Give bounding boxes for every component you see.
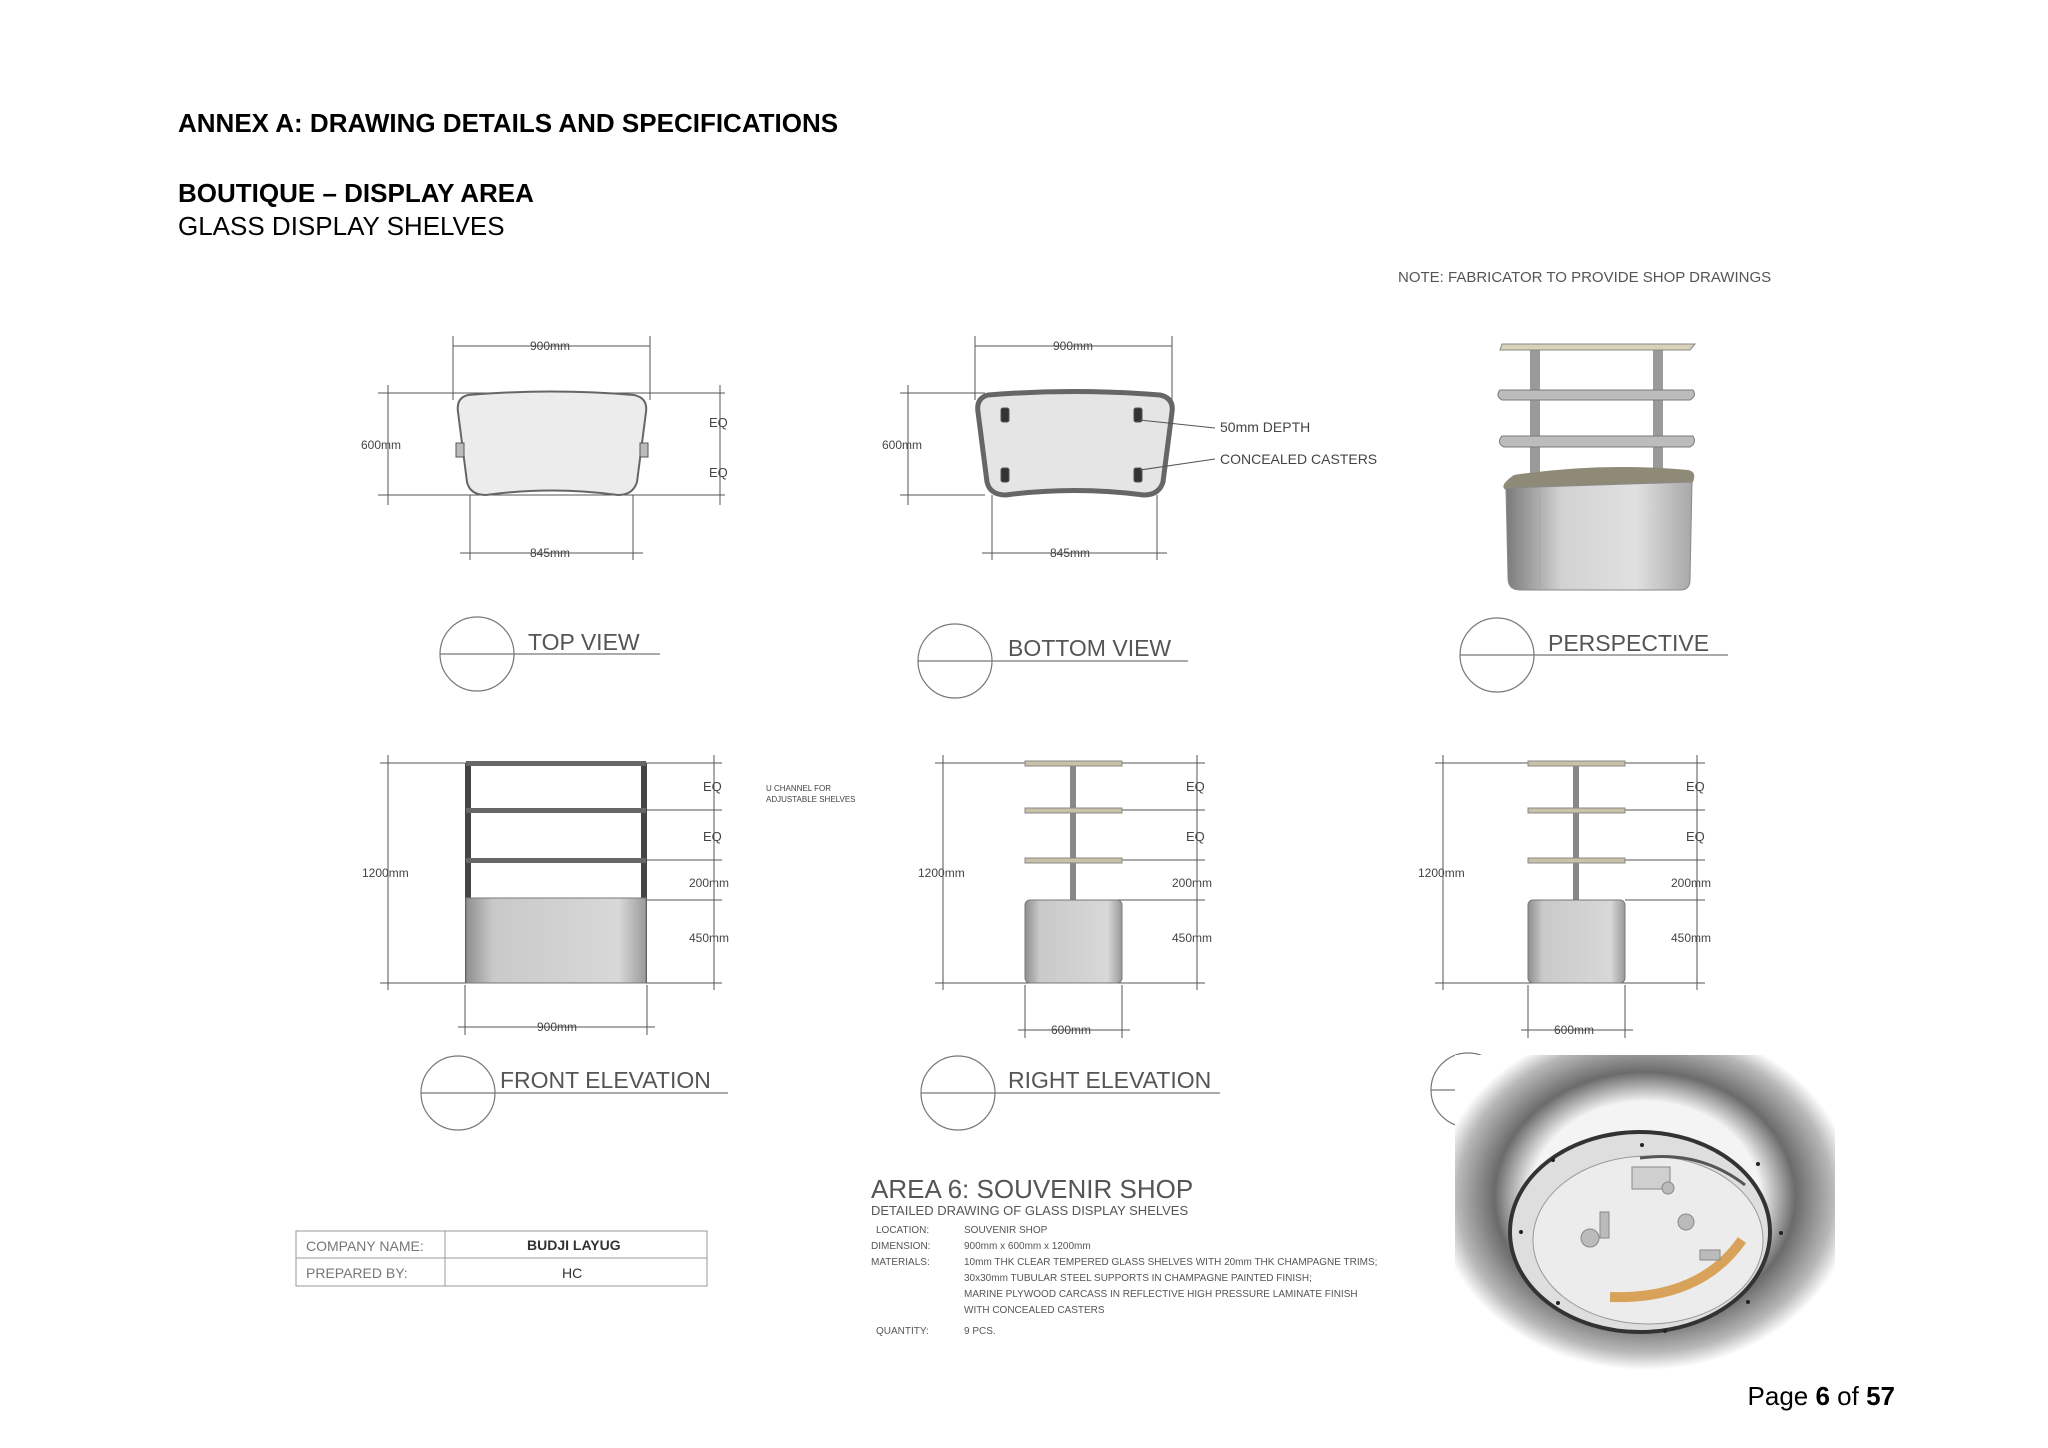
- front-elevation-450: 450mm: [689, 931, 730, 945]
- location-label: LOCATION:: [876, 1225, 930, 1236]
- front-elevation-drawing: [380, 755, 722, 1035]
- prepared-by-label: PREPARED BY:: [306, 1265, 408, 1281]
- company-name-value: BUDJI LAYUG: [527, 1237, 621, 1253]
- quantity-label: QUANTITY:: [876, 1326, 929, 1337]
- materials-line-2: 30x30mm TUBULAR STEEL SUPPORTS IN CHAMPAGNE PAINTED FINISH;: [964, 1273, 1312, 1284]
- prepared-by-value: HC: [562, 1265, 583, 1281]
- bottom-view-width-top: 900mm: [1053, 339, 1094, 353]
- materials-label: MATERIALS:: [871, 1257, 930, 1268]
- area-subtitle: DETAILED DRAWING OF GLASS DISPLAY SHELVES: [871, 1203, 1189, 1218]
- bottom-view-depth: 600mm: [882, 438, 923, 452]
- top-view-label: TOP VIEW: [528, 629, 640, 655]
- quantity-value: 9 PCS.: [964, 1326, 996, 1337]
- top-view-width-bottom: 845mm: [530, 546, 571, 560]
- left-elevation-eq1: EQ: [1686, 779, 1705, 794]
- front-elevation-width: 900mm: [537, 1020, 578, 1034]
- materials-line-1: 10mm THK CLEAR TEMPERED GLASS SHELVES WITH 20mm THK CHAMPAGNE TRIMS;: [964, 1257, 1378, 1268]
- front-elevation-label: FRONT ELEVATION: [500, 1067, 711, 1093]
- right-elevation-450: 450mm: [1172, 931, 1213, 945]
- page-mid: of: [1829, 1381, 1867, 1411]
- page-number: 6: [1815, 1381, 1830, 1411]
- section-title: BOUTIQUE – DISPLAY AREA: [178, 178, 534, 208]
- right-elevation-width: 600mm: [1051, 1023, 1092, 1037]
- bottom-view-label: BOTTOM VIEW: [1008, 635, 1172, 661]
- dimension-label: DIMENSION:: [871, 1241, 931, 1252]
- annex-title: ANNEX A: DRAWING DETAILS AND SPECIFICATIONS: [178, 108, 839, 138]
- right-elevation-eq2: EQ: [1186, 829, 1205, 844]
- left-elevation-450: 450mm: [1671, 931, 1712, 945]
- bottom-view-drawing: [900, 336, 1215, 560]
- top-view-drawing: [378, 336, 725, 560]
- materials-line-3: MARINE PLYWOOD CARCASS IN REFLECTIVE HIGH PRESSURE LAMINATE FINISH: [964, 1289, 1358, 1300]
- right-elevation-eq1: EQ: [1186, 779, 1205, 794]
- left-elevation-height: 1200mm: [1418, 866, 1465, 880]
- left-elevation-drawing: [1435, 755, 1705, 1038]
- page-footer: [1748, 1381, 1895, 1412]
- right-elevation-drawing: [935, 755, 1205, 1038]
- right-elevation-height: 1200mm: [918, 866, 965, 880]
- front-elevation-channel-note-2: ADJUSTABLE SHELVES: [766, 795, 856, 804]
- page-prefix: Page: [1747, 1381, 1816, 1411]
- front-elevation-channel-note-1: U CHANNEL FOR: [766, 784, 832, 793]
- area-title: AREA 6: SOUVENIR SHOP: [871, 1174, 1194, 1204]
- left-elevation-200: 200mm: [1671, 876, 1712, 890]
- left-elevation-width: 600mm: [1554, 1023, 1595, 1037]
- front-elevation-height: 1200mm: [362, 866, 409, 880]
- bottom-view-casters-note: CONCEALED CASTERS: [1220, 451, 1378, 467]
- front-elevation-eq2: EQ: [703, 829, 722, 844]
- page-total: 57: [1866, 1381, 1895, 1411]
- dimension-value: 900mm x 600mm x 1200mm: [964, 1241, 1091, 1252]
- top-view-depth: 600mm: [361, 438, 402, 452]
- top-view-eq2: EQ: [709, 465, 728, 480]
- location-value: SOUVENIR SHOP: [964, 1225, 1048, 1236]
- bottom-view-width-bottom: 845mm: [1050, 546, 1091, 560]
- top-view-width-top: 900mm: [530, 339, 571, 353]
- right-elevation-label: RIGHT ELEVATION: [1008, 1067, 1212, 1093]
- perspective-drawing: [1498, 344, 1695, 590]
- left-elevation-eq2: EQ: [1686, 829, 1705, 844]
- right-elevation-200: 200mm: [1172, 876, 1213, 890]
- bottom-view-depth-note: 50mm DEPTH: [1220, 419, 1311, 435]
- souvenir-shop-plan-render: [1455, 1055, 1835, 1370]
- fabricator-note: NOTE: FABRICATOR TO PROVIDE SHOP DRAWINGS: [1398, 269, 1772, 286]
- front-elevation-eq1: EQ: [703, 779, 722, 794]
- front-elevation-200: 200mm: [689, 876, 730, 890]
- materials-line-4: WITH CONCEALED CASTERS: [964, 1305, 1105, 1316]
- company-name-label: COMPANY NAME:: [306, 1238, 424, 1254]
- section-subtitle: GLASS DISPLAY SHELVES: [178, 211, 505, 241]
- perspective-label: PERSPECTIVE: [1548, 630, 1710, 656]
- top-view-eq1: EQ: [709, 415, 728, 430]
